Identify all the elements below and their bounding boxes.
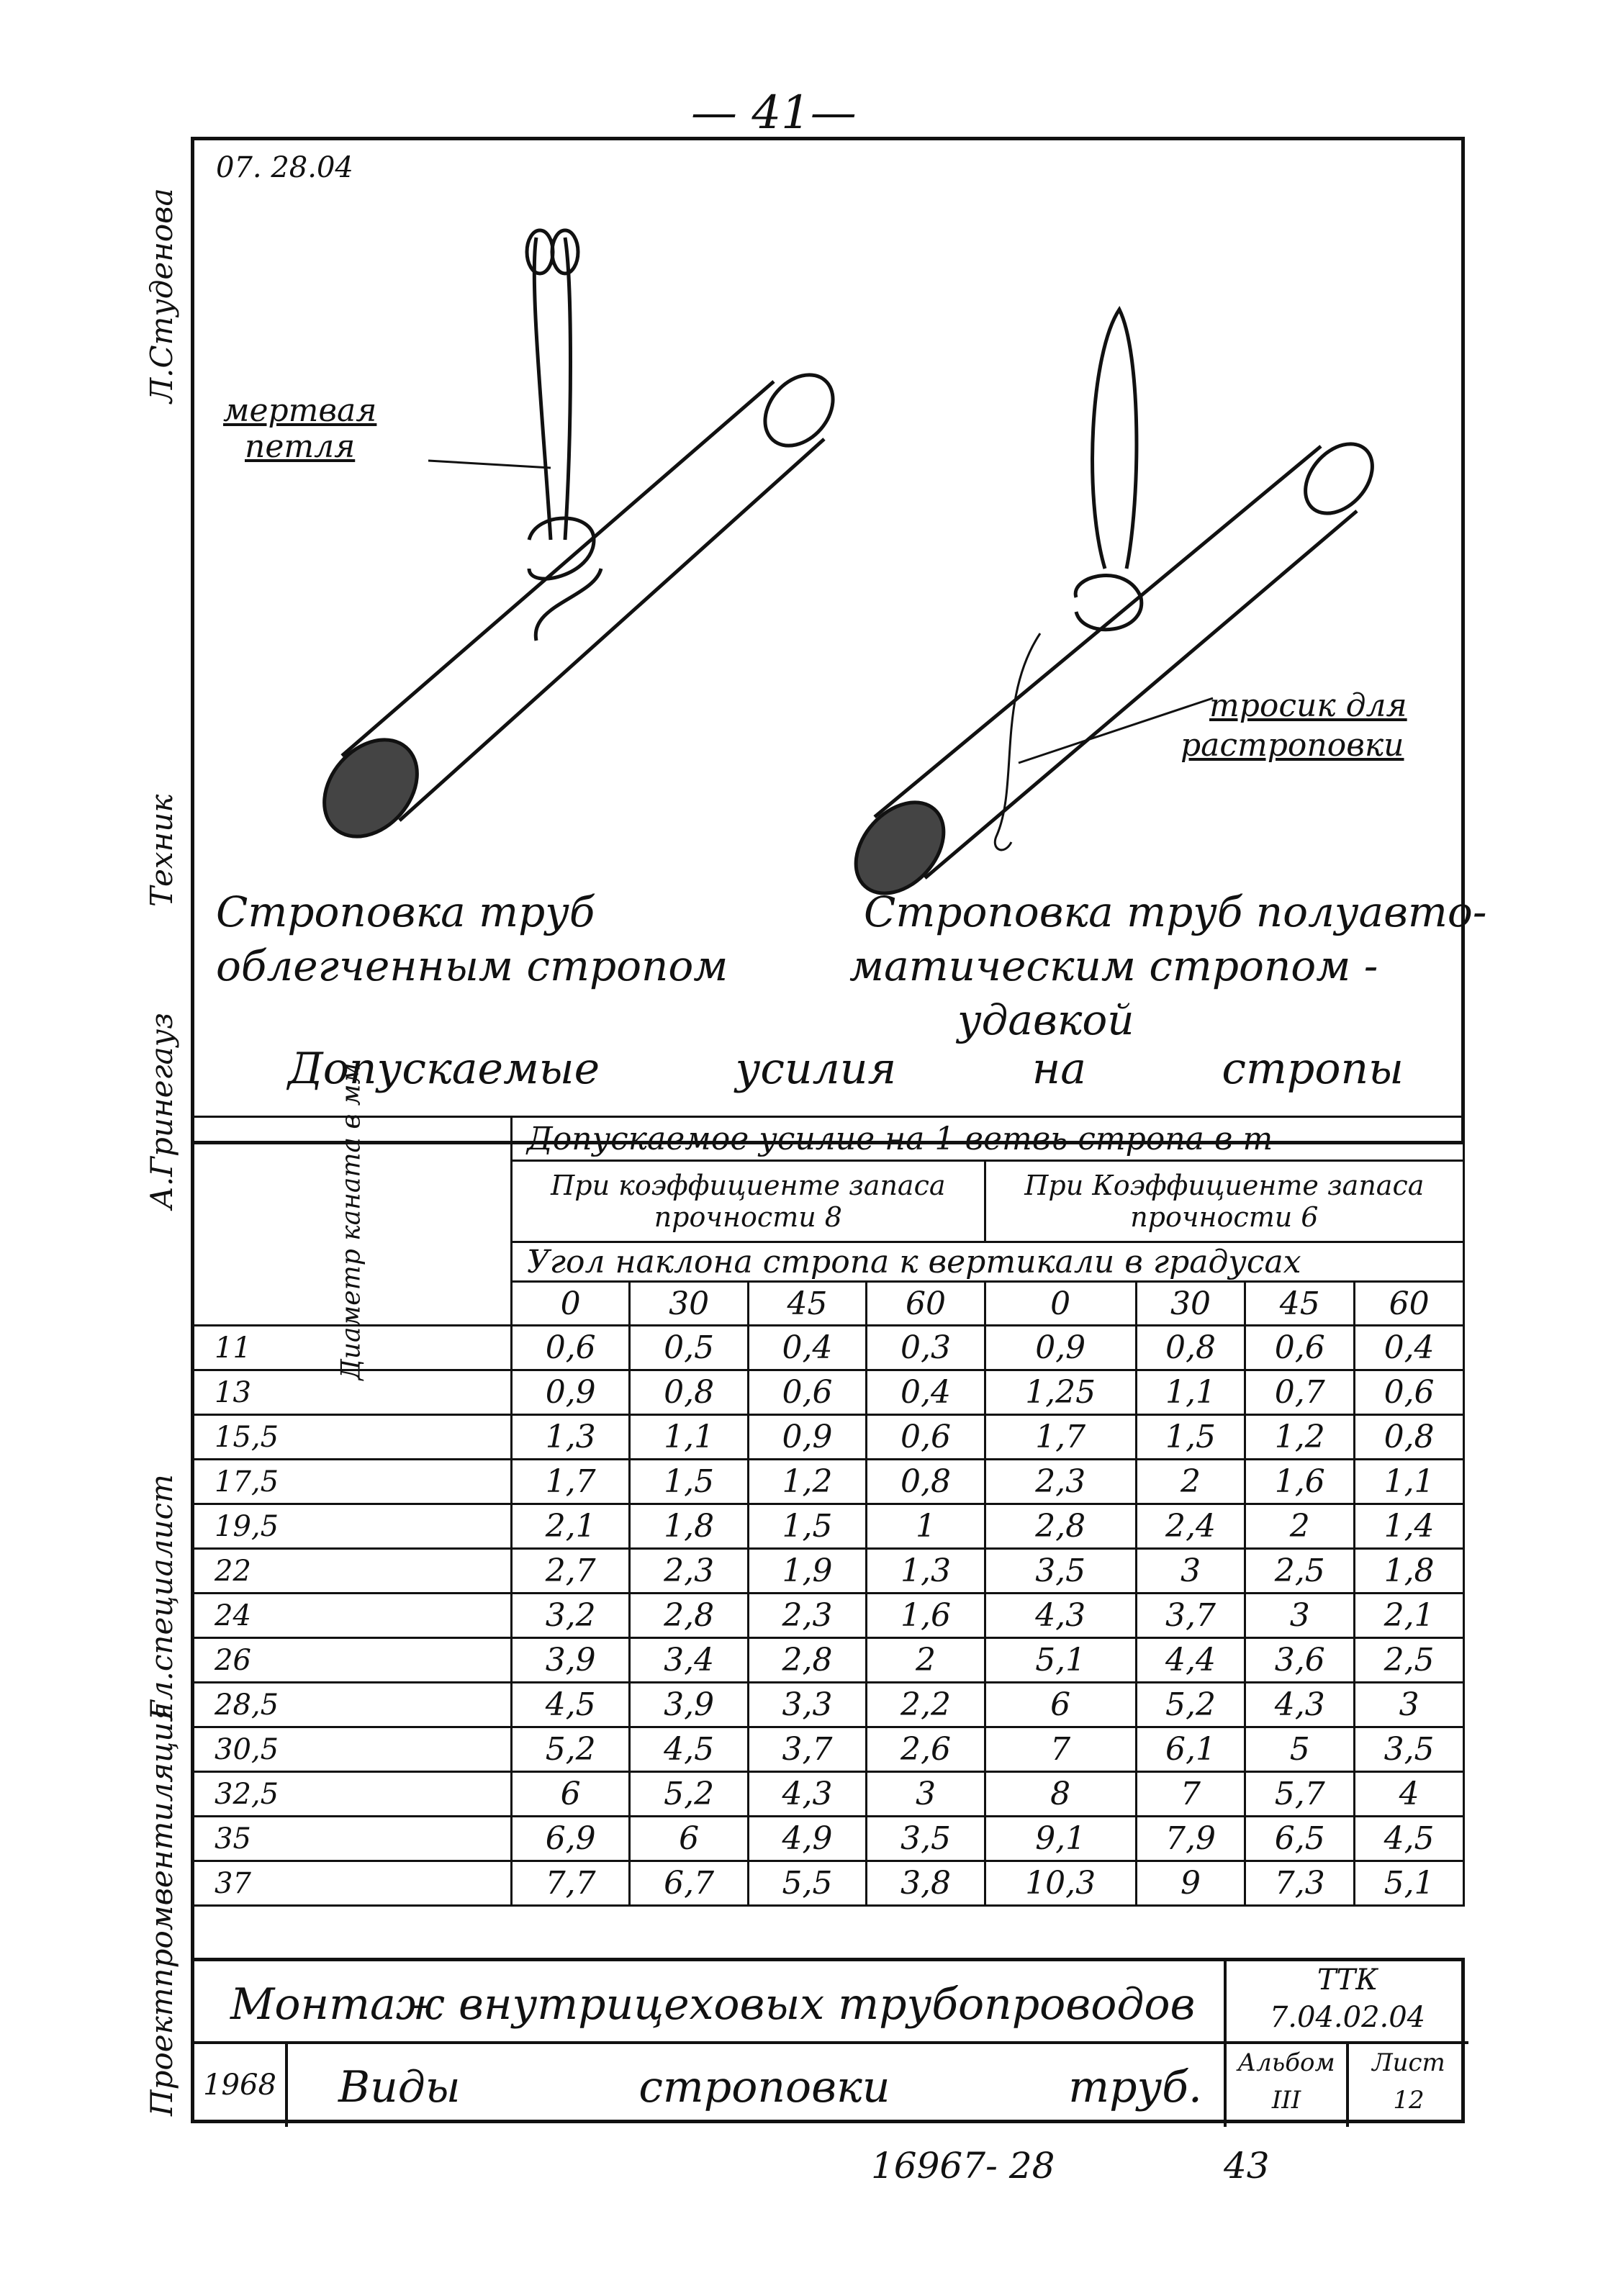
document-title: Монтаж внутрицеховых трубопроводов (230, 1979, 1196, 2030)
force-value-cell: 3,5 (1355, 1727, 1464, 1772)
sheet-label: Лист (1372, 2048, 1445, 2077)
diameter-cell: 37 (192, 1861, 512, 1906)
force-value-cell: 0,7 (1245, 1370, 1355, 1415)
force-value-cell: 0,6 (867, 1415, 985, 1460)
force-value-cell: 0,9 (985, 1326, 1136, 1370)
force-value-cell: 3 (1355, 1683, 1464, 1727)
force-value-cell: 1,1 (1355, 1460, 1464, 1504)
table-title-word: усилия (735, 1044, 897, 1094)
force-value-cell: 10,3 (985, 1861, 1136, 1906)
force-value-cell: 2,4 (1136, 1504, 1245, 1549)
force-value-cell: 1,2 (1245, 1415, 1355, 1460)
subtitle-word: Виды (338, 2062, 461, 2112)
subtitle-word: труб. (1068, 2062, 1202, 2112)
force-value-cell: 0,4 (1355, 1326, 1464, 1370)
angle-cell: 60 (867, 1282, 985, 1326)
force-value-cell: 9 (1136, 1861, 1245, 1906)
table-row (192, 1727, 1464, 1772)
subtitle-word: строповки (638, 2062, 890, 2112)
force-value-cell: 4,3 (985, 1594, 1136, 1638)
force-value-cell: 5,2 (630, 1772, 748, 1817)
document-subtitle (338, 2062, 1202, 2112)
force-value-cell: 5,5 (748, 1861, 866, 1906)
angle-cell: 60 (1355, 1282, 1464, 1326)
table-title (288, 1044, 1404, 1094)
force-value-cell: 3,9 (511, 1638, 629, 1683)
sheet-cell (1346, 2044, 1468, 2127)
album-cell (1224, 2044, 1346, 2127)
diameter-cell: 35 (192, 1817, 512, 1861)
force-value-cell: 0,6 (511, 1326, 629, 1370)
sheet-value: 12 (1393, 2086, 1425, 2115)
right-pipe-drawing (839, 309, 1386, 910)
title-block (191, 1958, 1465, 2123)
force-value-cell: 7 (1136, 1772, 1245, 1817)
force-value-cell: 4,9 (748, 1817, 866, 1861)
force-value-cell: 7,7 (511, 1861, 629, 1906)
force-value-cell: 2,1 (1355, 1594, 1464, 1638)
angle-cell: 0 (511, 1282, 629, 1326)
table-row (192, 1415, 1464, 1460)
force-value-cell: 0,6 (1355, 1370, 1464, 1415)
safety-factor-8-header: При коэффициенте запаса прочности 8 (511, 1161, 985, 1242)
force-value-cell: 1,4 (1355, 1504, 1464, 1549)
release-cable-label-line2: растроповки (1181, 727, 1404, 764)
force-value-cell: 5,2 (1136, 1683, 1245, 1727)
signature-chief-specialist: Гл.специалист (144, 1474, 179, 1720)
force-value-cell: 6 (630, 1817, 748, 1861)
ttk-label: ТТК (1317, 1963, 1378, 1997)
table-row (192, 1460, 1464, 1504)
table-row (192, 1861, 1464, 1906)
force-value-cell: 1,8 (1355, 1549, 1464, 1594)
angle-cell: 30 (1136, 1282, 1245, 1326)
release-cable-label-line1: тросик для (1209, 687, 1407, 724)
force-value-cell: 2,2 (867, 1683, 985, 1727)
table-row (192, 1817, 1464, 1861)
force-value-cell: 0,6 (748, 1370, 866, 1415)
force-value-cell: 1 (867, 1504, 985, 1549)
force-value-cell: 5,2 (511, 1727, 629, 1772)
diameter-cell: 24 (192, 1594, 512, 1638)
force-value-cell: 6,5 (1245, 1817, 1355, 1861)
angle-cell: 45 (748, 1282, 866, 1326)
force-value-cell: 4,5 (630, 1727, 748, 1772)
force-value-cell: 4,5 (511, 1683, 629, 1727)
right-caption-line3: удавкой (957, 995, 1134, 1044)
table-row (192, 1326, 1464, 1370)
force-value-cell: 4,4 (1136, 1638, 1245, 1683)
left-caption-line1: Строповка труб (216, 887, 595, 936)
force-value-cell: 2,6 (867, 1727, 985, 1772)
table-row (192, 1638, 1464, 1683)
force-value-cell: 3,4 (630, 1638, 748, 1683)
force-value-cell: 1,7 (511, 1460, 629, 1504)
right-caption-line2: матическим стропом - (849, 941, 1378, 990)
table-row (192, 1504, 1464, 1549)
force-value-cell: 1,25 (985, 1370, 1136, 1415)
force-value-cell: 4,3 (748, 1772, 866, 1817)
force-value-cell: 3 (1136, 1549, 1245, 1594)
angle-cell: 0 (985, 1282, 1136, 1326)
force-value-cell: 1,5 (1136, 1415, 1245, 1460)
table-row (192, 1370, 1464, 1415)
force-value-cell: 6,7 (630, 1861, 748, 1906)
force-value-cell: 2,5 (1245, 1549, 1355, 1594)
force-value-cell: 1,1 (630, 1415, 748, 1460)
force-value-cell: 0,9 (748, 1415, 866, 1460)
force-value-cell: 1,3 (867, 1549, 985, 1594)
year: 1968 (194, 2044, 288, 2127)
force-value-cell: 2 (1245, 1504, 1355, 1549)
force-value-cell: 2,1 (511, 1504, 629, 1549)
diameter-header: Диаметр каната в мм (192, 1117, 512, 1326)
signature-grinegauz: А.Гринегауз (144, 1013, 179, 1209)
table-body (192, 1326, 1464, 1906)
force-value-cell: 2 (867, 1638, 985, 1683)
force-value-cell: 2,5 (1355, 1638, 1464, 1683)
table-row (192, 1594, 1464, 1638)
force-value-cell: 0,4 (748, 1326, 866, 1370)
force-value-cell: 3,5 (867, 1817, 985, 1861)
force-value-cell: 1,8 (630, 1504, 748, 1549)
force-value-cell: 8 (985, 1772, 1136, 1817)
force-value-cell: 5,1 (985, 1638, 1136, 1683)
left-caption-line2: облегченным стропом (216, 941, 728, 990)
diameter-cell: 28,5 (192, 1683, 512, 1727)
diameter-cell: 22 (192, 1549, 512, 1594)
document-code: 07. 28.04 (216, 151, 353, 184)
force-value-cell: 0,8 (630, 1370, 748, 1415)
force-value-cell: 2,8 (630, 1594, 748, 1638)
force-value-cell: 1,9 (748, 1549, 866, 1594)
force-value-cell: 4 (1355, 1772, 1464, 1817)
force-value-cell: 7,3 (1245, 1861, 1355, 1906)
diameter-cell: 11 (192, 1326, 512, 1370)
diameter-cell: 32,5 (192, 1772, 512, 1817)
album-value: III (1271, 2086, 1301, 2115)
table-row (192, 1772, 1464, 1817)
force-value-cell: 1,1 (1136, 1370, 1245, 1415)
force-value-cell: 3 (867, 1772, 985, 1817)
diameter-cell: 26 (192, 1638, 512, 1683)
angle-cell: 45 (1245, 1282, 1355, 1326)
force-value-cell: 2,8 (985, 1504, 1136, 1549)
diameter-cell: 15,5 (192, 1415, 512, 1460)
force-value-cell: 3,3 (748, 1683, 866, 1727)
angle-cell: 30 (630, 1282, 748, 1326)
diameter-cell: 17,5 (192, 1460, 512, 1504)
force-value-cell: 5,1 (1355, 1861, 1464, 1906)
diameter-cell: 13 (192, 1370, 512, 1415)
force-value-cell: 1,5 (630, 1460, 748, 1504)
footer-page-number: 43 (1224, 2145, 1270, 2187)
force-value-cell: 6,1 (1136, 1727, 1245, 1772)
force-value-cell: 5,7 (1245, 1772, 1355, 1817)
force-value-cell: 0,8 (867, 1460, 985, 1504)
force-value-cell: 0,9 (511, 1370, 629, 1415)
force-value-cell: 9,1 (985, 1817, 1136, 1861)
table-title-word: стропы (1222, 1044, 1404, 1094)
ttk-cell (1224, 1961, 1468, 2044)
force-value-cell: 0,8 (1355, 1415, 1464, 1460)
force-value-cell: 2,3 (985, 1460, 1136, 1504)
force-value-cell: 0,6 (1245, 1326, 1355, 1370)
force-value-cell: 3,7 (748, 1727, 866, 1772)
dead-loop-label-line2: петля (245, 428, 356, 465)
signature-studenova: Л.Студенова (144, 188, 179, 403)
force-value-cell: 4,5 (1355, 1817, 1464, 1861)
table-title-word: Допускаемые (288, 1044, 600, 1094)
signature-organization: Проектпромвентиляция (144, 1701, 179, 2116)
left-pipe-drawing (305, 230, 847, 855)
ttk-code: 7.04.02.04 (1269, 2001, 1426, 2034)
force-value-cell: 5 (1245, 1727, 1355, 1772)
force-value-cell: 6 (511, 1772, 629, 1817)
force-value-cell: 3,7 (1136, 1594, 1245, 1638)
force-value-cell: 4,3 (1245, 1683, 1355, 1727)
album-label: Альбом (1237, 2048, 1335, 2077)
safety-factor-6-header: При Коэффициенте запаса прочности 6 (985, 1161, 1463, 1242)
force-value-cell: 2 (1136, 1460, 1245, 1504)
force-value-cell: 3,6 (1245, 1638, 1355, 1683)
force-value-cell: 3,5 (985, 1549, 1136, 1594)
right-caption-line1: Строповка труб полуавто- (864, 887, 1487, 936)
dead-loop-label-line1: мертвая (223, 392, 377, 429)
signature-technician: Техник (144, 794, 179, 907)
force-value-cell: 7,9 (1136, 1817, 1245, 1861)
table-row (192, 1683, 1464, 1727)
force-value-cell: 0,3 (867, 1326, 985, 1370)
force-value-cell: 2,7 (511, 1549, 629, 1594)
force-value-cell: 1,3 (511, 1415, 629, 1460)
force-value-cell: 0,8 (1136, 1326, 1245, 1370)
force-header: Допускаемое усилие на 1 ветвь стропа в т (511, 1117, 1463, 1161)
force-value-cell: 1,2 (748, 1460, 866, 1504)
force-value-cell: 6 (985, 1683, 1136, 1727)
force-value-cell: 6,9 (511, 1817, 629, 1861)
force-value-cell: 3,9 (630, 1683, 748, 1727)
force-value-cell: 1,6 (867, 1594, 985, 1638)
angle-header: Угол наклона стропа к вертикали в градусах (511, 1242, 1463, 1282)
page-number: — 41— (691, 86, 857, 140)
diameter-cell: 19,5 (192, 1504, 512, 1549)
force-value-cell: 2,3 (630, 1549, 748, 1594)
force-value-cell: 2,8 (748, 1638, 866, 1683)
force-value-cell: 3,2 (511, 1594, 629, 1638)
diameter-cell: 30,5 (192, 1727, 512, 1772)
force-value-cell: 7 (985, 1727, 1136, 1772)
table-title-word: на (1032, 1044, 1086, 1094)
force-value-cell: 1,6 (1245, 1460, 1355, 1504)
force-value-cell: 0,4 (867, 1370, 985, 1415)
force-value-cell: 0,5 (630, 1326, 748, 1370)
force-value-cell: 2,3 (748, 1594, 866, 1638)
force-value-cell: 1,5 (748, 1504, 866, 1549)
force-value-cell: 1,7 (985, 1415, 1136, 1460)
table-row (192, 1549, 1464, 1594)
force-value-cell: 3 (1245, 1594, 1355, 1638)
archive-number: 16967- 28 (871, 2145, 1055, 2187)
force-value-cell: 3,8 (867, 1861, 985, 1906)
